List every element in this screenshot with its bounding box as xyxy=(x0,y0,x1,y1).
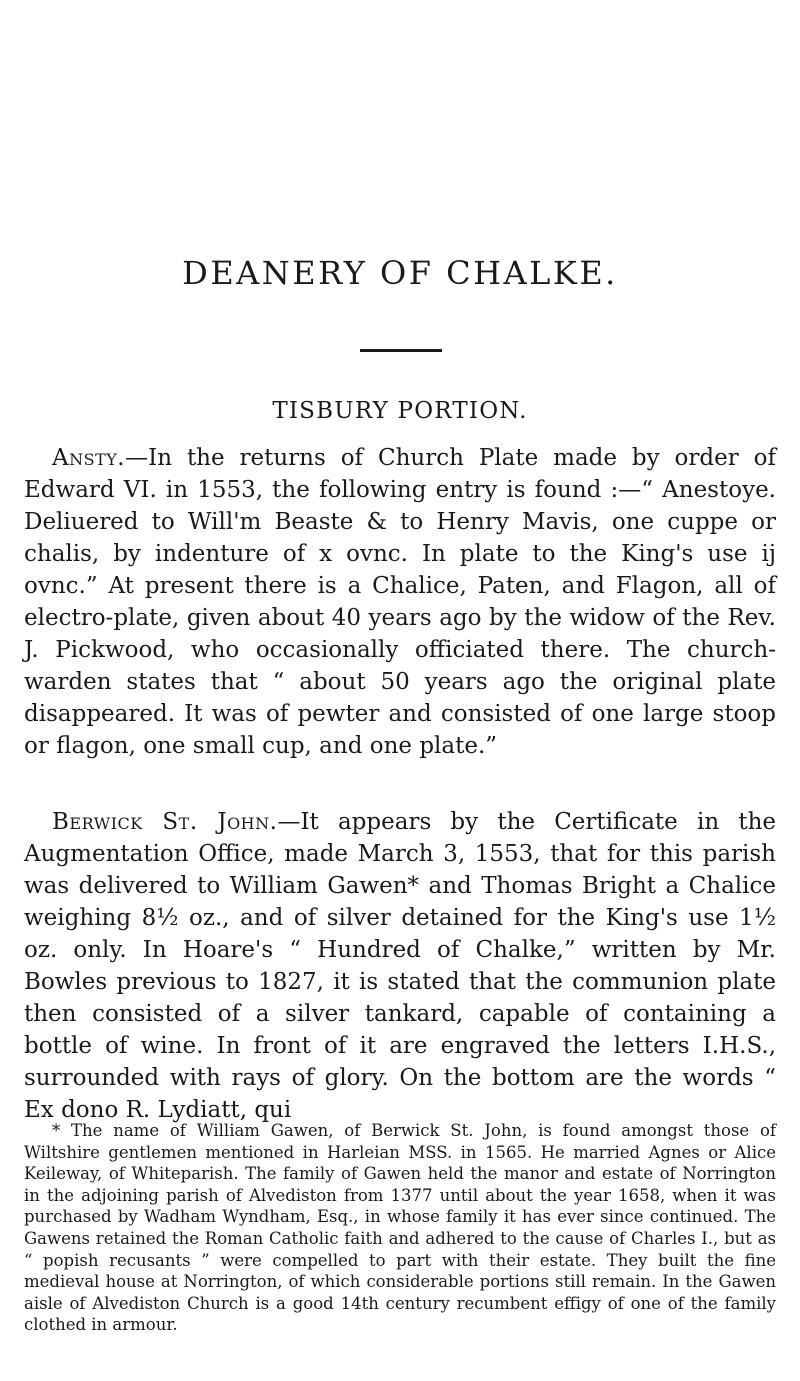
document-page xyxy=(24,0,776,1381)
section-subtitle: TISBURY PORTION. xyxy=(272,398,528,424)
paragraph-ansty xyxy=(24,442,776,762)
title-divider xyxy=(360,349,442,352)
paragraph-berwick-st-john xyxy=(24,806,776,1126)
paragraph-text: —In the returns of Church Plate made by order of Edward VI. in 1553, the following entry is found :—“ Anestoye. Deliuered to Will'm Beaste & to Henry Mavis, one cuppe or chalis, by indenture of x ovnc. In plate to the King's use ij ovnc.” At present there is a Chalice, Paten, and Flagon, all of electro-plate, given about 40 years ago by the widow of the Rev. J. Pickwood, who occasionally officiated there. The church-warden states that “ about 50 years ago the original plate disappeared. It was of pewter and consisted of one large stoop or flagon, one small cup, and one plate.” xyxy=(24,445,776,759)
footnote: * The name of William Gawen, of Berwick St. John, is found amongst those of Wiltshire gentlemen mentioned in Harleian MSS. in 1565. He married Agnes or Alice Keileway, of Whiteparish. The family of Gawen held the manor and estate of Norrington in the adjoining parish of Alvediston from 1377 until about the year 1658, when it was purchased by Wadham Wyndham, Esq., in whose family it has ever since continued. The Gawens retained the Roman Catholic faith and adhered to the cause of Charles I., but as “ popish recusants ” were compelled to part with their estate. They built the fine medieval house at Norrington, of which considerable portions still remain. In the Gawen aisle of Alvediston Church is a good 14th century recumbent effigy of one of the family clothed in armour. xyxy=(24,1121,776,1335)
paragraph-lead: Ansty. xyxy=(52,445,126,471)
paragraph-lead: Berwick St. John. xyxy=(52,809,278,835)
page-title: DEANERY OF CHALKE. xyxy=(182,254,618,292)
paragraph-text: —It appears by the Certificate in the Augmentation Office, made March 3, 1553, that for this parish was delivered to William Gawen* and Thomas Bright a Chalice weighing 8½ oz., and of silver detained for the King's use 1½ oz. only. In Hoare's “ Hundred of Chalke,” written by Mr. Bowles previous to 1827, it is stated that the communion plate then consisted of a silver tankard, capable of containing a bottle of wine. In front of it are engraved the letters I.H.S., surrounded with rays of glory. On the bottom are the words “ Ex dono R. Lydiatt, qui xyxy=(24,809,776,1123)
